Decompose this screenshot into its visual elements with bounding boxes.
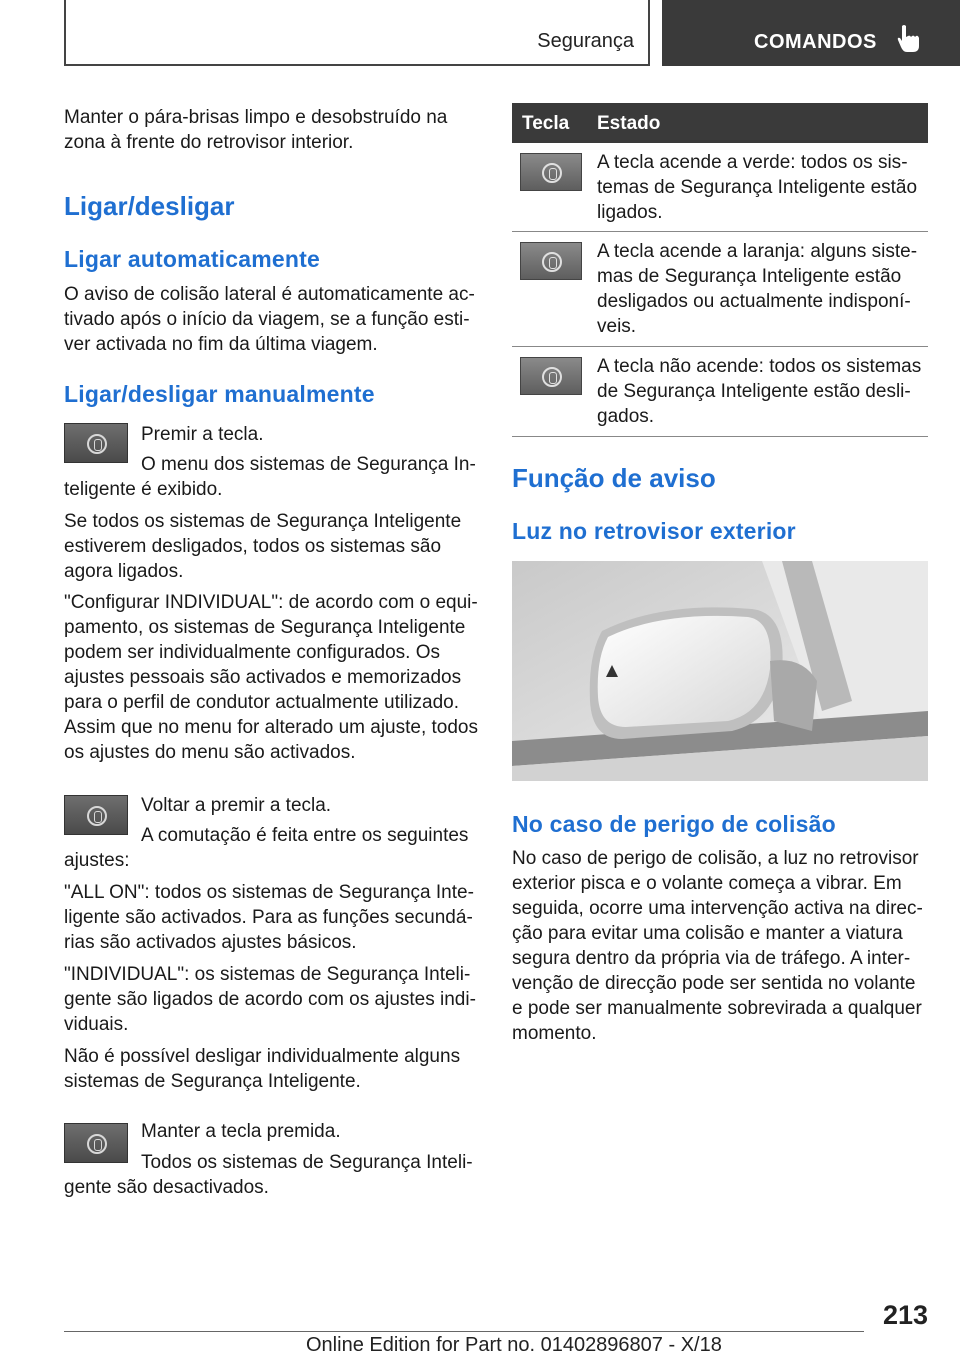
step-press-again-desc: A comutação é feita entre os seguintes ajustes: bbox=[64, 825, 469, 871]
collision-danger-paragraph: No caso de perigo de colisão, a luz no retrovisor exterior pisca e o volante começa a vibrar. Em seguida, ocorre uma intervenção activa na direcção para evitar uma colisão e manter a viatura segura dentro da própria via de tráfego. A intervenção de direcção pode ser sentida no volante e pode ser manualmente sobrevirada a qualquer momento. bbox=[512, 848, 923, 1044]
table-row-state: A tecla não acende: todos os sistemas de Segurança Inteligente estão desligados. bbox=[597, 356, 922, 427]
intro-paragraph: Manter o pára-brisas limpo e desobstruído na zona à frente do retrovisor interior. bbox=[64, 107, 448, 153]
assist-button-image bbox=[520, 242, 582, 280]
header-section-title: Segurança bbox=[537, 30, 634, 52]
step-hold-key-desc: Todos os sistemas de Segurança Inteligente são desactivados. bbox=[64, 1152, 473, 1198]
side-mirror-illustration bbox=[512, 561, 928, 781]
step-press-key-desc: O menu dos sistemas de Segurança Inteligente é exibido. bbox=[64, 454, 476, 500]
header-chapter-label: COMANDOS bbox=[754, 31, 877, 53]
assist-button-icon bbox=[542, 163, 562, 183]
heading-manual-on-off: Ligar/desligar manualmente bbox=[64, 381, 375, 407]
all-off-paragraph: Se todos os sistemas de Segurança Inteligente estiverem desligados, todos os sistemas são agora ligados. bbox=[64, 511, 462, 582]
header-section-box bbox=[64, 0, 650, 66]
assist-button-icon bbox=[87, 434, 107, 454]
assist-button-image bbox=[520, 357, 582, 395]
heading-mirror-light: Luz no retrovisor exterior bbox=[512, 518, 796, 544]
footer-edition: Online Edition for Part no. 01402896807 - X/18 bbox=[306, 1334, 722, 1356]
step-press-again: Voltar a premir a tecla. bbox=[141, 795, 332, 816]
heading-auto-on: Ligar automaticamente bbox=[64, 246, 320, 272]
key-state-table bbox=[512, 103, 928, 437]
all-on-paragraph: "ALL ON": todos os sistemas de Segurança Inteligente são activados. Para as funções secundárias são activados ajustes básicos. bbox=[64, 882, 474, 953]
individual-config-paragraph: "Configurar INDIVIDUAL": de acordo com o equipamento, os sistemas de Segurança Inteligente podem ser individualmente configurados. Os ajustes pessoais são activados e memorizados para o perfil de condutor actualmente utilizado. Assim que no menu for alterado um ajuste, todos os ajustes do menu são activados. bbox=[64, 592, 479, 763]
not-possible-paragraph: Não é possível desligar individualmente alguns sistemas de Segurança Inteligente. bbox=[64, 1046, 461, 1092]
table-header bbox=[512, 103, 928, 143]
assist-button-icon bbox=[542, 252, 562, 272]
heading-on-off: Ligar/desligar bbox=[64, 191, 235, 221]
heading-warning-function: Função de aviso bbox=[512, 463, 716, 493]
heading-collision-danger: No caso de perigo de colisão bbox=[512, 811, 836, 837]
table-row bbox=[512, 347, 928, 437]
pointing-hand-icon bbox=[896, 24, 922, 54]
assist-button-image bbox=[520, 153, 582, 191]
table-row bbox=[512, 232, 928, 347]
footer-divider bbox=[64, 1331, 864, 1332]
mirror-photo bbox=[512, 561, 928, 781]
step-hold-key: Manter a tecla premida. bbox=[141, 1121, 341, 1142]
step-press-key: Premir a tecla. bbox=[141, 424, 264, 445]
table-header-key: Tecla bbox=[522, 113, 570, 134]
header-chapter-tab bbox=[662, 0, 960, 66]
assist-button-icon bbox=[542, 367, 562, 387]
table-row-state: A tecla acende a laranja: alguns sistemas de Segurança Inteligente estão desligados ou actualmente indisponíveis. bbox=[597, 241, 918, 337]
page-number: 213 bbox=[882, 1300, 928, 1330]
auto-on-paragraph: O aviso de colisão lateral é automaticamente activado após o início da viagem, se a função estiver activada no fim da última viagem. bbox=[64, 284, 475, 355]
individual-paragraph: "INDIVIDUAL": os sistemas de Segurança Inteligente são ligados de acordo com os ajustes individuais. bbox=[64, 964, 476, 1035]
table-row-state: A tecla acende a verde: todos os sistemas de Segurança Inteligente estão ligados. bbox=[597, 152, 918, 223]
table-row bbox=[512, 143, 928, 232]
table-header-state: Estado bbox=[597, 113, 661, 134]
